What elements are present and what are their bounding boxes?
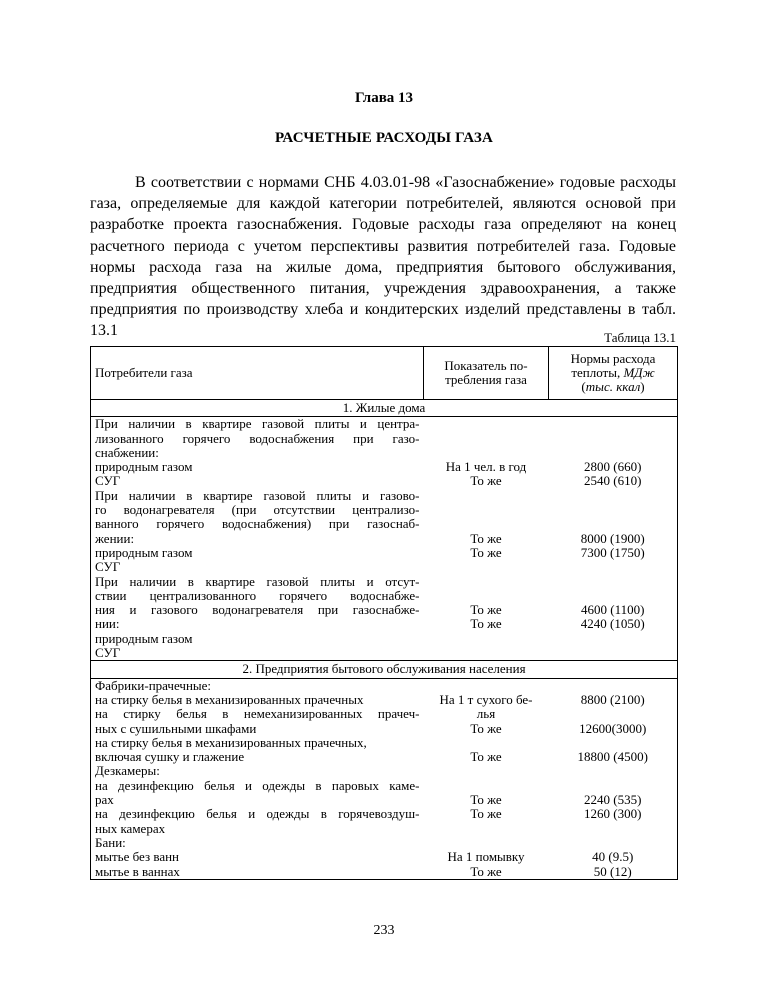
table-cell-line: СУГ — [95, 559, 121, 575]
table-cell-line — [553, 417, 673, 431]
table-cell-line: Фабрики-прачечные: — [95, 677, 212, 693]
table-cell-line — [428, 679, 545, 693]
table-cell-line: на стирку белья в немеханизированных прачеч- — [95, 706, 420, 722]
table-cell-line: При наличии в квартире газовой плиты и центра- — [95, 416, 420, 432]
header-norms-line1: Нормы расхода — [570, 350, 656, 366]
table-cell-line: То же — [470, 616, 502, 632]
header-norms — [549, 347, 678, 400]
table-cell-line: 1260 (300) — [584, 806, 642, 822]
table-cell-line: мытье без ванн — [95, 849, 179, 865]
table-cell-line — [428, 560, 545, 574]
header-norms-unit-kcal: тыс. ккал — [585, 379, 641, 395]
header-indicator — [424, 347, 549, 400]
table-cell-line: При наличии в квартире газовой плиты и отсут- — [95, 573, 420, 589]
table-cell-line: жении: — [95, 530, 135, 546]
residential-norms-cell — [549, 417, 678, 661]
table-cell-line: 18800 (4500) — [577, 749, 648, 765]
header-norms-paren-open: ( — [581, 379, 586, 395]
table-cell-line: на стирку белья в механизированных прачечных — [95, 691, 364, 707]
table-cell-line — [553, 822, 673, 836]
table-cell-line: включая сушку и глажение — [95, 749, 245, 765]
header-consumers: Потребители газа — [91, 347, 424, 400]
table-caption: Таблица 13.1 — [604, 330, 676, 345]
table-cell-line — [553, 679, 673, 693]
table-cell-line: То же — [470, 806, 502, 822]
table-cell-line — [428, 764, 545, 778]
table-cell-line — [553, 836, 673, 850]
section-title-services: 2. Предприятия бытового обслуживания населения — [91, 661, 678, 678]
section-body-residential — [91, 417, 678, 661]
table-cell-line: 50 (12) — [593, 863, 632, 879]
table-cell-line: На 1 помывку — [447, 849, 525, 865]
table-cell-line: 8800 (2100) — [580, 691, 645, 707]
table-cell-line: СУГ — [95, 473, 121, 489]
table-cell-line — [428, 517, 545, 531]
table-cell-line: на стирку белья в механизированных прачечных, — [95, 734, 367, 750]
table-cell-line — [553, 646, 673, 660]
table-cell-line — [428, 489, 545, 503]
table-cell-line: мытье в ваннах — [95, 863, 180, 879]
intro-paragraph-text: В соответствии с нормами СНБ 4.03.01-98 «Газоснабжение» годовые расходы газа, определяемые для каждой категории потребителей, являются основой при разработке проекта газоснабжения. Годовые расходы газа определяют на конец расчетного периода с учетом перспективы развития потребителей газа. Годовые нормы расхода газа на жилые дома, предприятия бытового обслуживания, предприятия общественного питания, учреждения здравоохранения, а также предприятия по производству хлеба и кондитерских изделий представлены в табл. 13.1 — [90, 174, 676, 340]
table-cell-line — [553, 707, 673, 721]
table-cell-line: ных камерах — [95, 820, 166, 836]
table-cell-line — [553, 517, 673, 531]
header-norms-paren-close: ) — [640, 379, 645, 395]
table-cell-line: То же — [470, 720, 502, 736]
table-cell-line: 2800 (660) — [584, 459, 642, 475]
table-header-row — [91, 347, 678, 400]
table-cell-line — [428, 446, 545, 460]
table-cell-line: На 1 т сухого бе- — [439, 691, 533, 707]
table-cell-line: ствии централизованного горячего водоснабже- — [95, 587, 420, 603]
table-cell-line — [428, 779, 545, 793]
section-title-residential: 1. Жилые дома — [91, 400, 678, 417]
table-cell-line: На 1 чел. в год — [445, 459, 527, 475]
table-cell-line: природным газом — [95, 544, 193, 560]
table-cell-line: на дезинфекцию белья и одежды в паровых каме- — [95, 777, 420, 793]
table-cell-line — [553, 503, 673, 517]
table-cell-line: То же — [470, 544, 502, 560]
intro-paragraph — [90, 172, 676, 342]
table-cell-line — [428, 589, 545, 603]
table-cell-line: Бани: — [95, 834, 126, 850]
header-norms-unit-mj: МДж — [623, 364, 655, 380]
table-cell-line — [553, 575, 673, 589]
table-cell-line: То же — [470, 792, 502, 808]
table-cell-line: нии: — [95, 616, 120, 632]
table-cell-line: лья — [476, 706, 496, 722]
services-consumers-cell — [91, 678, 424, 879]
page-number: 233 — [373, 923, 395, 938]
table-cell-line: 12600(3000) — [579, 720, 647, 736]
table-cell-line: го водонагревателя (при отсутствии централизо- — [95, 502, 420, 518]
table-cell-line — [428, 836, 545, 850]
services-norms-cell — [549, 678, 678, 879]
table-cell-line: То же — [470, 749, 502, 765]
table-cell-line: 7300 (1750) — [580, 544, 645, 560]
table-cell-line: на дезинфекцию белья и одежды в горячевоздуш- — [95, 806, 420, 822]
table-cell-line — [553, 779, 673, 793]
table-cell-line: природным газом — [95, 630, 193, 646]
table-cell-line — [553, 432, 673, 446]
table-cell-line — [428, 736, 545, 750]
table-cell-line: То же — [470, 863, 502, 879]
residential-indicator-cell — [424, 417, 549, 661]
table-cell-line: ванного горячего водоснабжения) при газоснаб- — [95, 516, 420, 532]
table-cell-line — [428, 575, 545, 589]
section-body-services — [91, 678, 678, 879]
section-row-residential — [91, 400, 678, 417]
header-norms-line2: теплоты, — [571, 364, 624, 380]
table-cell-line: При наличии в квартире газовой плиты и газово- — [95, 487, 420, 503]
table-cell-line — [553, 560, 673, 574]
table-cell-line — [553, 446, 673, 460]
table-cell-line: 2540 (610) — [584, 473, 642, 489]
table-cell-line — [553, 589, 673, 603]
table-cell-line: ных с сушильными шкафами — [95, 720, 257, 736]
table-cell-line: То же — [470, 473, 502, 489]
services-indicator-cell — [424, 678, 549, 879]
table-cell-line — [553, 736, 673, 750]
table-cell-line — [428, 417, 545, 431]
table-cell-line — [428, 822, 545, 836]
chapter-title: РАСЧЕТНЫЕ РАСХОДЫ ГАЗА — [274, 130, 494, 146]
table-cell-line — [428, 503, 545, 517]
table-cell-line: 4240 (1050) — [580, 616, 645, 632]
table-cell-line: ния и газового водонагревателя при газоснабже- — [95, 602, 420, 618]
table-cell-line: Дезкамеры: — [95, 763, 160, 779]
table-cell-line: 40 (9.5) — [592, 849, 634, 865]
table-cell-line: 4600 (1100) — [581, 602, 645, 618]
residential-consumers-cell — [91, 417, 424, 661]
table-cell-line: То же — [470, 602, 502, 618]
table-cell-line — [553, 764, 673, 778]
gas-norms-table — [90, 346, 678, 880]
table-cell-line — [553, 632, 673, 646]
table-cell-line: лизованного горячего водоснабжения при газо- — [95, 430, 420, 446]
table-cell-line — [428, 432, 545, 446]
section-row-services — [91, 661, 678, 678]
table-cell-line — [553, 489, 673, 503]
table-cell-line — [428, 646, 545, 660]
chapter-heading: Глава 13 — [354, 90, 414, 106]
table-cell-line: СУГ — [95, 645, 121, 661]
header-indicator-line1: Показатель по- — [444, 357, 528, 373]
table-cell-line: снабжении: — [95, 444, 159, 460]
table-cell-line: 8000 (1900) — [580, 530, 645, 546]
table-cell-line: 2240 (535) — [584, 792, 642, 808]
table-cell-line — [428, 632, 545, 646]
table-cell-line: природным газом — [95, 459, 193, 475]
table-cell-line: рах — [95, 792, 114, 808]
header-indicator-line2: требления газа — [445, 372, 527, 387]
table-cell-line: То же — [470, 530, 502, 546]
